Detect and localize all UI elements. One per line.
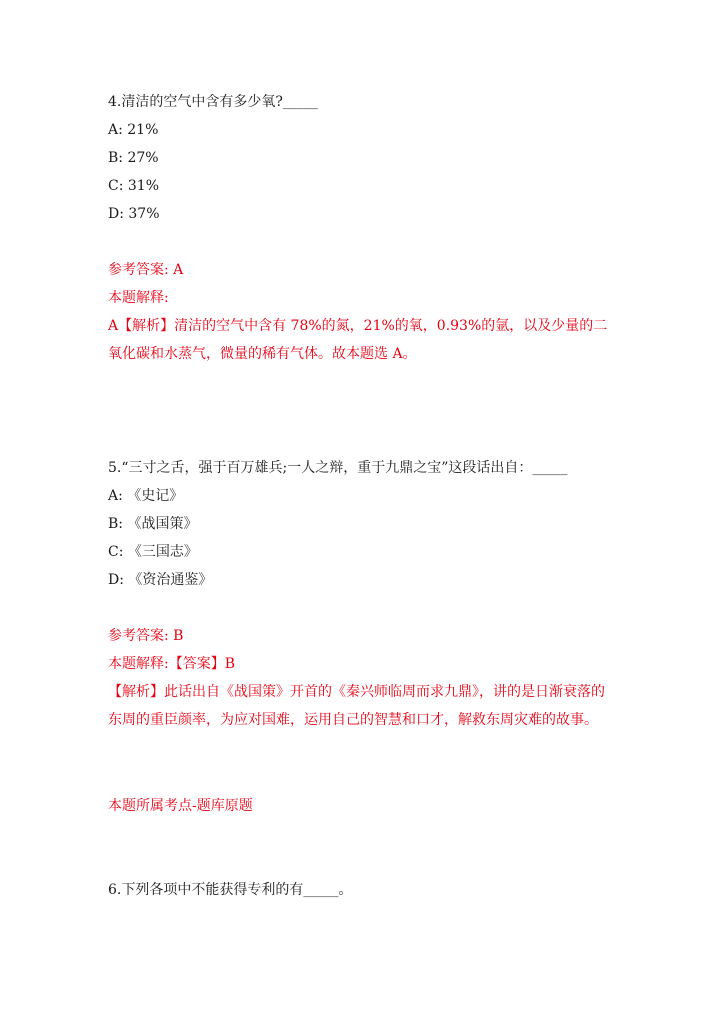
question-4-explain-label: 本题解释: bbox=[108, 290, 169, 306]
question-5-source: 本题所属考点-题库原题 bbox=[108, 798, 253, 814]
question-5-stem: 5.“三寸之舌，强于百万雄兵;一人之辩，重于九鼎之宝”这段话出自：_____ bbox=[108, 460, 568, 476]
question-5-explain-label: 本题解释:【答案】B bbox=[108, 656, 236, 672]
question-5-option-b: B: 《战国策》 bbox=[108, 516, 198, 532]
question-5-option-c: C: 《三国志》 bbox=[108, 544, 198, 560]
question-5-option-d: D: 《资治通鉴》 bbox=[108, 572, 213, 588]
question-5-option-a: A: 《史记》 bbox=[108, 488, 184, 504]
question-4-option-c: C: 31% bbox=[108, 178, 159, 194]
question-4-option-d: D: 37% bbox=[108, 206, 160, 222]
question-5-answer: 参考答案: B bbox=[108, 628, 184, 644]
question-5-explanation: 【解析】此话出自《战国策》开首的《秦兴师临周而求九鼎》，讲的是日渐衰落的东周的重臣颜率，为应对国难，运用自己的智慧和口才，解救东周灾难的故事。 bbox=[108, 684, 605, 728]
question-4-option-a: A: 21% bbox=[108, 122, 159, 138]
question-4-answer: 参考答案: A bbox=[108, 262, 184, 278]
question-4-option-b: B: 27% bbox=[108, 150, 159, 166]
question-4-stem: 4.清洁的空气中含有多少氧?_____ bbox=[108, 94, 318, 110]
question-6-stem: 6.下列各项中不能获得专利的有_____。 bbox=[108, 882, 353, 898]
question-4-explanation: A【解析】清洁的空气中含有 78%的氮，21%的氧，0.93%的氩，以及少量的二氧化碳和水蒸气，微量的稀有气体。故本题选 A。 bbox=[108, 318, 608, 362]
